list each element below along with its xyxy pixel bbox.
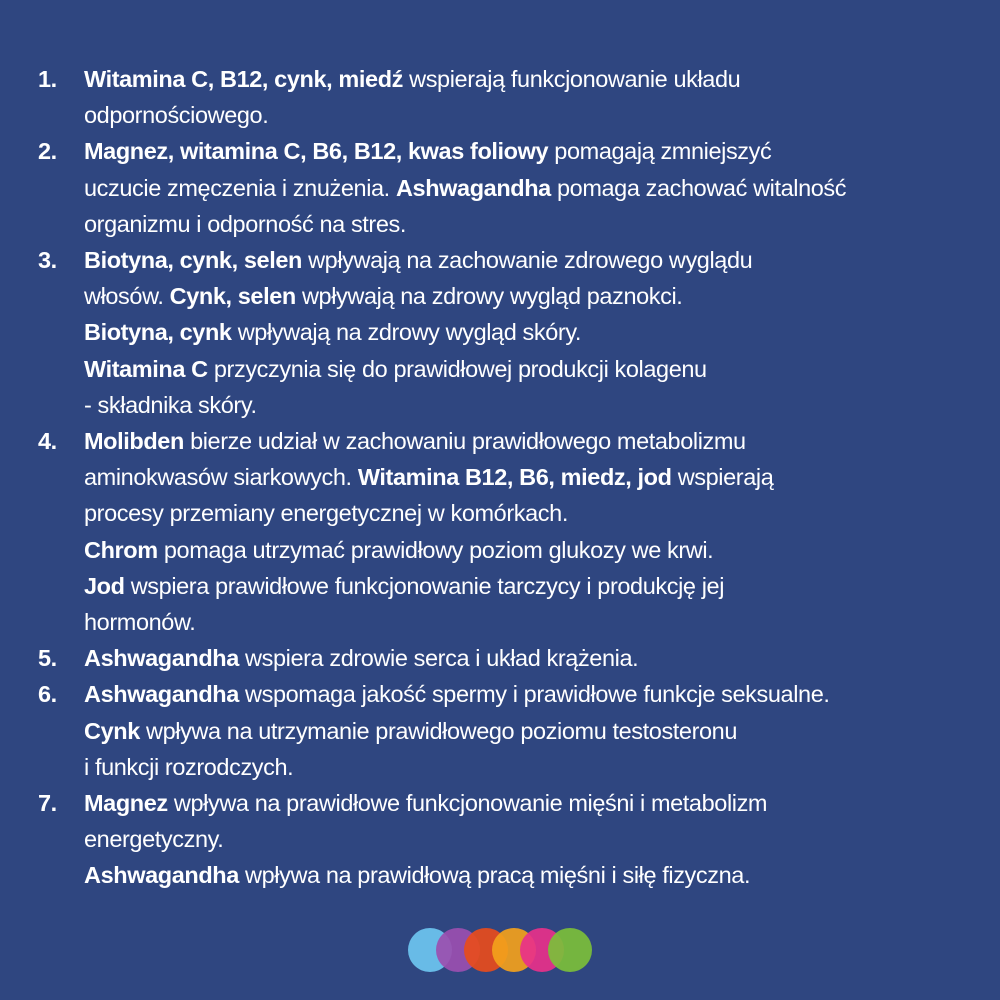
description-text: procesy przemiany energetycznej w komórkach.	[84, 500, 568, 527]
description-text: wpływa na prawidłowe funkcjonowanie mięśni i metabolizm	[167, 790, 768, 817]
description-text: hormonów.	[84, 609, 196, 636]
text-line	[84, 206, 988, 242]
ingredient-name: Ashwagandha	[84, 862, 239, 889]
description-text: wpływają na zdrowy wygląd skóry.	[231, 319, 582, 346]
ingredient-name: Ashwagandha	[84, 645, 239, 672]
text-line	[84, 170, 988, 206]
description-text: wspierają	[671, 464, 774, 491]
text-line	[84, 61, 988, 97]
logo-dot	[548, 928, 592, 972]
description-text: uczucie zmęczenia i znużenia.	[84, 174, 396, 201]
item-number: 3.	[38, 247, 57, 274]
text-line	[84, 423, 988, 459]
text-line	[84, 314, 988, 350]
ingredient-name: Molibden	[84, 428, 184, 455]
ingredient-name: Biotyna, cynk, selen	[84, 247, 302, 274]
text-line	[84, 821, 988, 857]
description-text: energetyczny.	[84, 826, 224, 853]
description-text: wpływa na utrzymanie prawidłowego poziomu testosteronu	[139, 717, 738, 744]
description-text: pomaga zachować witalność	[550, 174, 847, 201]
item-number: 2.	[38, 138, 57, 165]
text-line	[84, 242, 988, 278]
item-text	[84, 133, 988, 242]
description-text: pomagają zmniejszyć	[548, 138, 772, 165]
ingredient-name: Witamina B12, B6, miedz, jod	[357, 464, 672, 491]
ingredient-name: Ashwagandha	[84, 681, 239, 708]
description-text: organizmu i odporność na stres.	[84, 210, 406, 237]
item-text	[84, 423, 988, 640]
text-line	[84, 749, 988, 785]
description-text: wspiera prawidłowe funkcjonowanie tarczycy i produkcję jej	[124, 572, 725, 599]
description-text: odpornościowego.	[84, 102, 269, 129]
description-text: włosów.	[84, 283, 170, 310]
logo-dots	[0, 927, 1000, 973]
description-text: wpływają na zachowanie zdrowego wyglądu	[301, 247, 753, 274]
list-item	[38, 61, 988, 133]
text-line	[84, 459, 988, 495]
item-number: 6.	[38, 681, 57, 708]
text-line	[84, 785, 988, 821]
list-item	[38, 676, 988, 785]
description-text: wspomaga jakość spermy i prawidłowe funkcje seksualne.	[238, 681, 830, 708]
ingredient-name: Magnez, witamina C, B6, B12, kwas foliowy	[84, 138, 549, 165]
text-line	[84, 640, 988, 676]
item-text	[84, 676, 988, 785]
ingredient-name: Magnez	[84, 790, 168, 817]
item-number: 5.	[38, 645, 57, 672]
text-line	[84, 351, 988, 387]
text-line	[84, 676, 988, 712]
list-item	[38, 785, 988, 894]
ingredient-name: Witamina C	[84, 355, 208, 382]
text-line	[84, 97, 988, 133]
list-item	[38, 640, 988, 676]
text-line	[84, 495, 988, 531]
item-number: 4.	[38, 428, 57, 455]
item-text	[84, 785, 988, 894]
description-text: wspierają funkcjonowanie układu	[403, 66, 741, 92]
ingredient-name: Chrom	[84, 536, 158, 563]
ingredient-name: Biotyna, cynk	[84, 319, 232, 346]
item-text	[84, 61, 988, 133]
item-text	[84, 242, 988, 423]
description-text: wpływają na zdrowy wygląd paznokci.	[295, 283, 683, 310]
ingredient-name: Jod	[84, 572, 125, 599]
ingredient-name: Ashwagandha	[395, 174, 551, 201]
description-text: przyczynia się do prawidłowej produkcji kolagenu	[207, 355, 707, 382]
list-item	[38, 133, 988, 242]
ingredient-name: Cynk	[84, 717, 140, 744]
description-text: - składnika skóry.	[84, 391, 257, 418]
text-line	[84, 857, 988, 893]
description-text: pomaga utrzymać prawidłowy poziom glukozy we krwi.	[157, 536, 714, 563]
list-item	[38, 242, 988, 423]
text-line	[84, 604, 988, 640]
description-text: bierze udział w zachowaniu prawidłowego metabolizmu	[183, 428, 746, 455]
ingredient-name: Witamina C, B12, cynk, miedź	[84, 66, 403, 92]
ingredient-name: Cynk, selen	[169, 283, 296, 310]
item-number: 7.	[38, 790, 57, 817]
text-line	[84, 387, 988, 423]
description-text: aminokwasów siarkowych.	[84, 464, 358, 491]
description-text: wspiera zdrowie serca i układ krążenia.	[238, 645, 639, 672]
text-line	[84, 568, 988, 604]
text-line	[84, 133, 988, 169]
description-text: wpływa na prawidłową pracą mięśni i siłę fizyczna.	[238, 862, 751, 889]
item-text	[84, 640, 988, 676]
text-line	[84, 532, 988, 568]
text-line	[84, 278, 988, 314]
item-number: 1.	[38, 66, 57, 92]
text-line	[84, 713, 988, 749]
description-text: i funkcji rozrodczych.	[84, 753, 294, 780]
benefits-list	[38, 61, 988, 894]
list-item	[38, 423, 988, 640]
